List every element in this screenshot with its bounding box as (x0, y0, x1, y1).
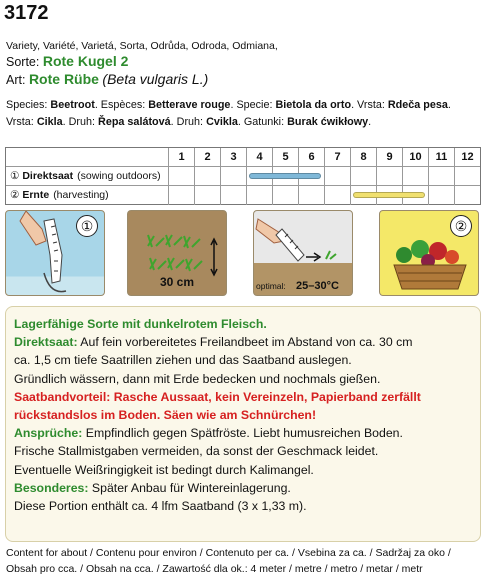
month-3: 3 (220, 148, 246, 167)
month-6: 6 (298, 148, 324, 167)
panel-seed-rows (127, 210, 227, 296)
calendar-cell (194, 167, 220, 186)
species-translations-1 (6, 99, 451, 111)
calendar-row-label (6, 167, 168, 186)
germination-temperature: 25–30°C (296, 280, 339, 292)
direktsaat-line-3: Gründlich wässern, dann mit Erde bedecken und nochmals gießen. (14, 371, 381, 386)
species2-segment: . (368, 116, 372, 128)
species1-segment: . Espèces: (94, 99, 149, 111)
calendar-cell (168, 186, 194, 205)
panel-harvest (379, 210, 479, 296)
step-2-number: ② (454, 218, 468, 234)
calendar-cell (246, 186, 272, 205)
calendar-cell (454, 167, 480, 186)
species2-segment: Cvikla (206, 116, 238, 128)
month-11: 11 (428, 148, 454, 167)
row-spacing-label: 30 cm (159, 275, 195, 289)
requirements-label: Ansprüche: (14, 426, 83, 441)
species2-segment: Vrsta: (6, 116, 37, 128)
species-name: Rote Rübe (28, 71, 99, 87)
calendar-row-harvest (6, 186, 480, 205)
calendar-period-bar (249, 173, 322, 179)
calendar-row-title: Ernte (22, 189, 50, 201)
step-1-badge (76, 215, 98, 237)
month-1: 1 (168, 148, 194, 167)
product-code: 3172 (4, 2, 49, 24)
special-line-2: Diese Portion enthält ca. 4 lfm Saatband (3 x 1,33 m). (14, 499, 307, 514)
calendar-period-bar (353, 192, 426, 198)
month-9: 9 (376, 148, 402, 167)
sorte-line (6, 53, 128, 69)
panel-temperature (253, 210, 353, 296)
calendar-cell (428, 186, 454, 205)
special-text-1: Später Anbau für Wintereinlagerung. (88, 480, 291, 495)
month-10: 10 (402, 148, 428, 167)
calendar-cell (220, 186, 246, 205)
calendar-cell (168, 167, 194, 186)
species1-segment: Bietola da orto (275, 99, 352, 111)
calendar-month-header (6, 148, 480, 167)
calendar-cell (402, 167, 428, 186)
calendar-cell (350, 167, 376, 186)
instructions-box (5, 306, 481, 542)
direktsaat-text-1: Auf fein vorbereitetes Freilandbeet im Abstand von ca. 30 cm (77, 335, 413, 350)
variety-description: Lagerfähige Sorte mit dunkelrotem Fleisch. (14, 317, 267, 331)
calendar-row-label (6, 186, 168, 205)
month-4: 4 (246, 148, 272, 167)
step-2-badge (450, 215, 472, 237)
requirements-text-1: Empfindlich gegen Spätfröste. Liebt humusreichen Boden. (82, 426, 403, 441)
sowing-calendar (5, 147, 481, 205)
variety-name: Rote Kugel 2 (42, 53, 129, 69)
latin-name: (Beta vulgaris L.) (102, 71, 209, 87)
calendar-row-sub: (sowing outdoors) (77, 170, 161, 182)
species1-segment: Rdeča pesa (387, 99, 448, 111)
variety-languages: Variety, Variété, Varietá, Sorta, Odrůda, Odroda, Odmiana, (6, 40, 278, 52)
special-label: Besonderes: (14, 480, 89, 495)
seed-tape-advantage-1: Saatbandvorteil: Rasche Aussaat, kein Vereinzeln, Papierband zerfällt (14, 389, 421, 404)
footer-line-1: Content for about / Contenu pour environ / Contenuto per ca. / Vsebina za ca. / Sadržaj za oko / (6, 547, 451, 559)
species2-segment: . Druh: (170, 116, 207, 128)
art-label: Art: (6, 73, 26, 87)
calendar-cell (324, 167, 350, 186)
seed-tape-advantage-2: rückstandslos im Boden. Säen wie am Schnürchen! (14, 408, 317, 423)
calendar-row-title: Direktsaat (22, 170, 74, 182)
calendar-row-num: ① (10, 170, 23, 182)
month-7: 7 (324, 148, 350, 167)
content-footer (6, 545, 451, 577)
panel-measure (5, 210, 105, 296)
species1-segment: Species: (6, 99, 51, 111)
species1-segment: Betterave rouge (148, 99, 231, 111)
species2-segment: . Druh: (62, 116, 99, 128)
species1-segment: . Vrsta: (351, 99, 388, 111)
requirements-line-3: Eventuelle Weißringigkeit ist bedingt durch Kalimangel. (14, 462, 314, 477)
direktsaat-line-2: ca. 1,5 cm tiefe Saatrillen ziehen und das Saatband auslegen. (14, 353, 352, 368)
requirements-line-2: Frische Stallmistgaben vermeiden, da sonst der Geschmack leidet. (14, 444, 379, 459)
species2-segment: Burak ćwikłowy (287, 116, 369, 128)
calendar-row-sowing (6, 167, 480, 186)
month-8: 8 (350, 148, 376, 167)
month-5: 5 (272, 148, 298, 167)
calendar-row-num: ② (10, 189, 23, 201)
direktsaat-label: Direktsaat: (14, 335, 78, 350)
step-1-number: ① (80, 218, 94, 234)
calendar-cell (324, 186, 350, 205)
month-2: 2 (194, 148, 220, 167)
optimal-label: optimal: (256, 281, 286, 291)
special-line-1 (14, 479, 472, 497)
species1-segment: . Specie: (230, 99, 276, 111)
requirements-line-1 (14, 424, 472, 442)
calendar-row-sub: (harvesting) (53, 189, 109, 201)
calendar-cell (428, 167, 454, 186)
direktsaat-line-1 (14, 333, 472, 351)
art-line (6, 71, 208, 87)
month-12: 12 (454, 148, 480, 167)
sorte-label: Sorte: (6, 55, 40, 69)
species2-segment: . Gatunki: (237, 116, 288, 128)
calendar-cell (376, 167, 402, 186)
species2-segment: Cikla (36, 116, 63, 128)
footer-line-2: Obsah pro cca. / Obsah na cca. / Zawartość dla ok.: 4 meter / metre / metro / metar / metr (6, 563, 423, 575)
calendar-cell (454, 186, 480, 205)
calendar-cell (220, 167, 246, 186)
species1-segment: Beetroot (50, 99, 95, 111)
calendar-cell (272, 186, 298, 205)
species-translations-2 (6, 116, 371, 128)
calendar-cell (298, 186, 324, 205)
calendar-cell (194, 186, 220, 205)
species2-segment: Řepa salátová (98, 116, 171, 128)
species1-segment: . (447, 99, 451, 111)
